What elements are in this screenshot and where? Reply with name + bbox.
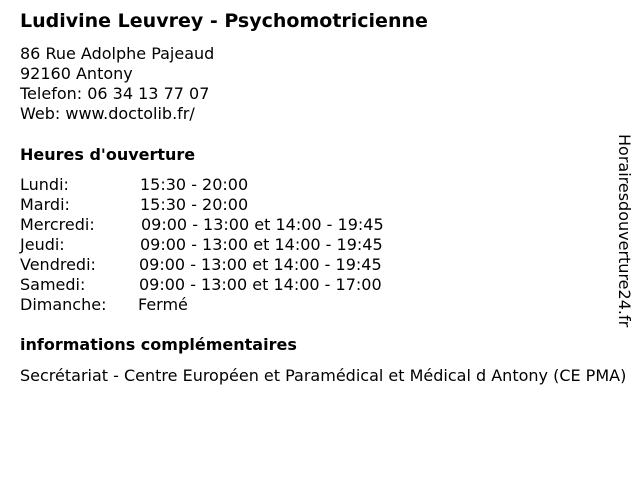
day-label: Samedi: — [20, 275, 86, 294]
address-city: 92160 Antony — [20, 64, 133, 83]
time-value: 09:00 - 13:00 et 14:00 - 19:45 — [141, 215, 384, 234]
hours-heading: Heures d'ouverture — [20, 145, 196, 164]
day-label: Lundi: — [20, 175, 69, 194]
day-label: Dimanche: — [20, 295, 107, 314]
page-title: Ludivine Leuvrey - Psychomotricienne — [20, 10, 428, 32]
time-value: Fermé — [138, 295, 188, 314]
website-link[interactable]: Web: www.doctolib.fr/ — [20, 104, 195, 123]
phone-number[interactable]: Telefon: 06 34 13 77 07 — [20, 84, 210, 103]
time-value: 09:00 - 13:00 et 14:00 - 19:45 — [139, 255, 382, 274]
info-text: Secrétariat - Centre Européen et Paramédical et Médical d Antony (CE PMA) — [20, 366, 627, 385]
time-value: 15:30 - 20:00 — [140, 195, 249, 214]
watermark-text: Horairesdouverture24.fr — [615, 134, 634, 328]
day-label: Mercredi: — [20, 215, 95, 234]
day-label: Jeudi: — [20, 235, 65, 254]
address-street: 86 Rue Adolphe Pajeaud — [20, 44, 215, 63]
day-label: Vendredi: — [20, 255, 96, 274]
site-watermark — [612, 134, 636, 344]
time-value: 15:30 - 20:00 — [140, 175, 249, 194]
info-heading: informations complémentaires — [20, 335, 297, 354]
time-value: 09:00 - 13:00 et 14:00 - 19:45 — [140, 235, 383, 254]
day-label: Mardi: — [20, 195, 70, 214]
time-value: 09:00 - 13:00 et 14:00 - 17:00 — [139, 275, 382, 294]
address-block — [20, 44, 214, 124]
